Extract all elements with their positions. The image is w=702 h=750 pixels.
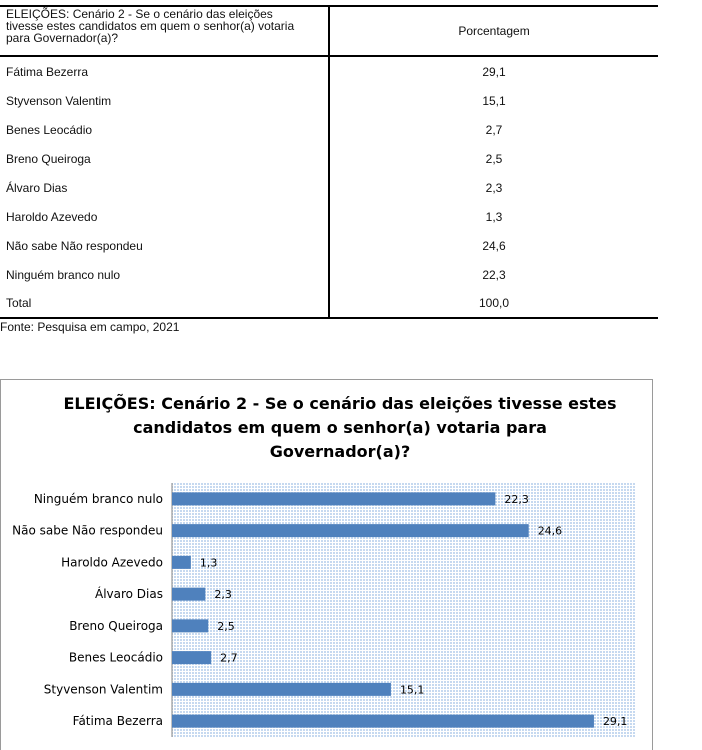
data-label: 29,1 xyxy=(602,715,628,729)
header-question-line: para Governador(a)? xyxy=(6,31,119,45)
row-name: Benes Leocádio xyxy=(0,115,329,144)
bar xyxy=(172,556,191,569)
row-value: 15,1 xyxy=(482,93,506,108)
row-name: Total xyxy=(0,289,329,318)
header-question-line: tivesse estes candidatos em quem o senhor(a) votaria xyxy=(6,19,295,33)
row-value: 29,1 xyxy=(482,64,506,79)
bar xyxy=(172,492,495,505)
chart-title-line: Governador(a)? xyxy=(269,442,411,461)
category-label: Álvaro Dias xyxy=(94,587,163,602)
row-name: Ninguém branco nulo xyxy=(0,260,329,289)
data-label: 2,3 xyxy=(214,588,232,602)
header-question-line: ELEIÇÕES: Cenário 2 - Se o cenário das eleições xyxy=(6,7,273,21)
source-note: Fonte: Pesquisa em campo, 2021 xyxy=(0,320,180,334)
row-name: Styvenson Valentim xyxy=(0,86,329,115)
data-label: 15,1 xyxy=(399,683,425,697)
row-value: 2,7 xyxy=(485,122,503,137)
row-value: 24,6 xyxy=(482,238,506,253)
bar xyxy=(172,651,211,664)
row-name: Álvaro Dias xyxy=(0,173,329,202)
category-label: Não sabe Não respondeu xyxy=(12,523,163,538)
data-label: 1,3 xyxy=(199,556,218,570)
row-value: 2,5 xyxy=(485,151,503,166)
category-label: Fátima Bezerra xyxy=(72,714,163,729)
data-label: 2,5 xyxy=(217,619,235,633)
bar xyxy=(172,588,205,601)
row-name: Fátima Bezerra xyxy=(0,56,329,86)
category-label: Benes Leocádio xyxy=(68,650,163,665)
data-label: 22,3 xyxy=(504,492,529,506)
plot-area xyxy=(172,483,636,737)
row-value: 2,3 xyxy=(485,180,503,195)
category-label: Styvenson Valentim xyxy=(43,682,163,697)
bar xyxy=(172,715,594,728)
row-value: 100,0 xyxy=(329,289,658,318)
chart-title-line: ELEIÇÕES: Cenário 2 - Se o cenário das eleições tivesse estes xyxy=(63,394,617,413)
category-label: Haroldo Azevedo xyxy=(61,555,163,570)
bar xyxy=(172,619,208,632)
row-value: 1,3 xyxy=(485,209,503,224)
category-label: Breno Queiroga xyxy=(69,618,163,633)
row-value: 22,3 xyxy=(482,267,506,282)
category-label: Ninguém branco nulo xyxy=(33,491,163,506)
data-label: 2,7 xyxy=(220,651,238,665)
row-name: Haroldo Azevedo xyxy=(0,202,329,231)
header-percentage: Porcentagem xyxy=(329,6,658,56)
row-name: Não sabe Não respondeu xyxy=(0,231,329,260)
bar xyxy=(172,683,391,696)
row-name: Breno Queiroga xyxy=(0,144,329,173)
bar xyxy=(172,524,529,537)
chart-title-line: candidatos em quem o senhor(a) votaria para xyxy=(133,418,547,437)
data-label: 24,6 xyxy=(537,524,563,538)
